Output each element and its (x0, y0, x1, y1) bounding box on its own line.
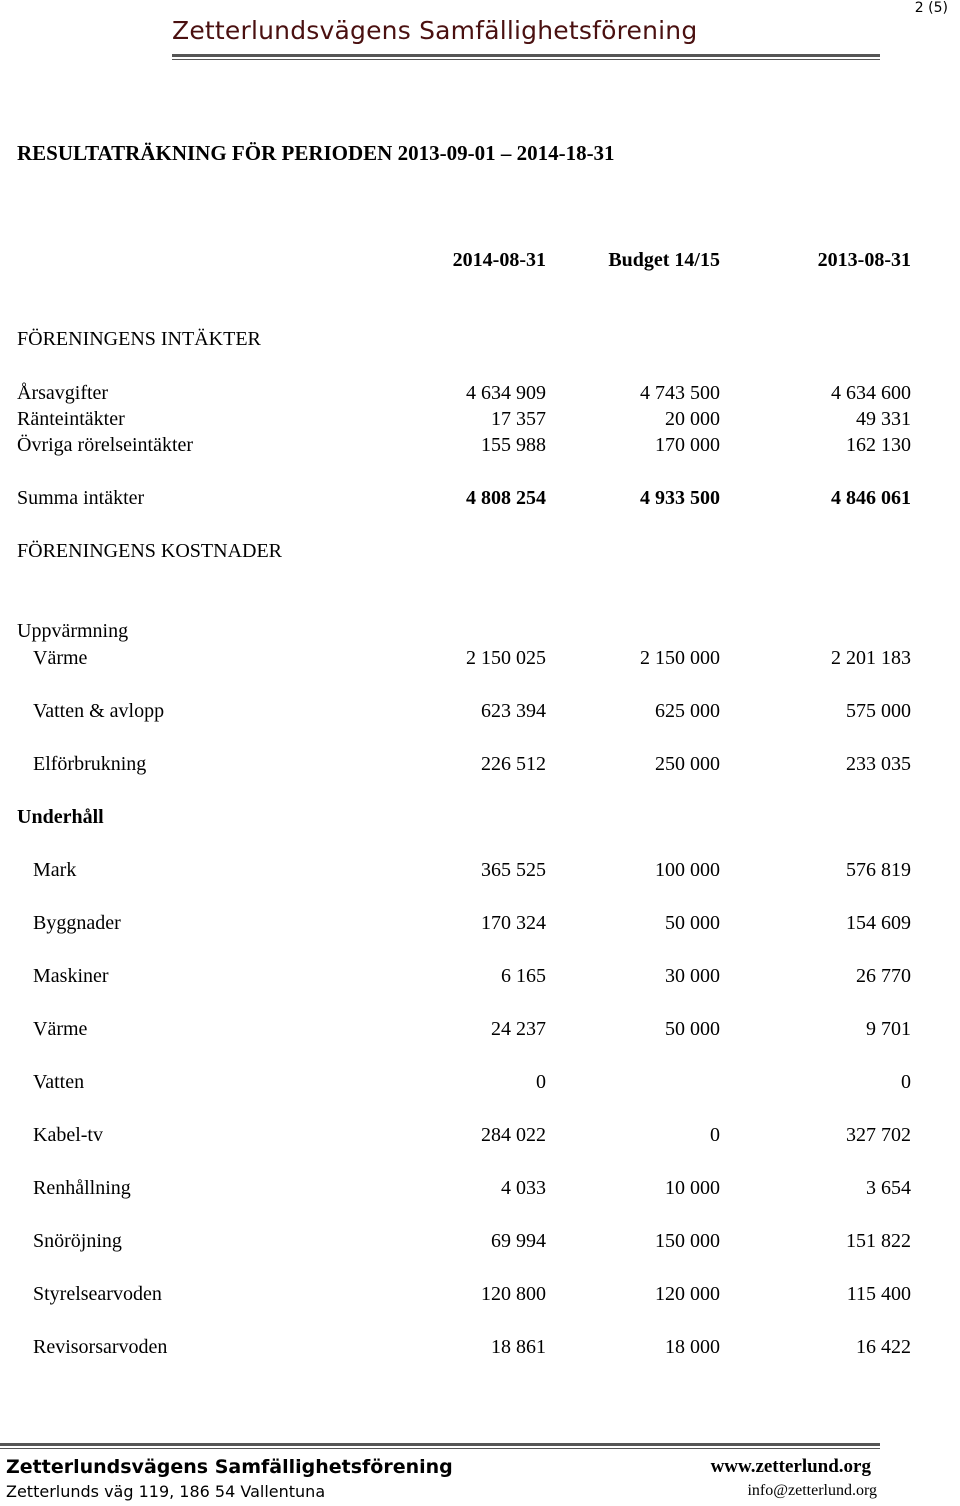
row-label: Värme (33, 647, 88, 669)
row-value-2013: 4 846 061 (831, 487, 911, 509)
maintenance-heading: Underhåll (17, 806, 104, 828)
row-label: Renhållning (33, 1177, 131, 1199)
row-label: Elförbrukning (33, 753, 147, 775)
heating-heading: Uppvärmning (17, 620, 129, 642)
table-row (0, 910, 960, 936)
row-value-budget: 20 000 (665, 408, 720, 430)
row-value-2014: 6 165 (501, 965, 546, 987)
row-value-budget: 2 150 000 (640, 647, 720, 669)
row-label: Övriga rörelseintäkter (17, 434, 194, 456)
row-value-2013: 327 702 (846, 1124, 911, 1146)
row-value-2013: 162 130 (846, 434, 911, 456)
row-value-2014: 226 512 (481, 753, 546, 775)
heating-heading-row (0, 618, 960, 644)
row-label: Vatten (33, 1071, 85, 1093)
row-value-2014: 120 800 (481, 1283, 546, 1305)
row-value-2014: 4 634 909 (466, 382, 546, 404)
table-row (0, 1281, 960, 1307)
header-title: Zetterlundsvägens Samfällighetsförening (172, 16, 698, 45)
row-value-2014: 4 033 (501, 1177, 546, 1199)
row-value-2013: 49 331 (856, 408, 911, 430)
row-value-budget: 18 000 (665, 1336, 720, 1358)
row-value-2014: 155 988 (481, 434, 546, 456)
row-value-budget: 50 000 (665, 912, 720, 934)
page-number: 2 (5) (914, 0, 948, 16)
maintenance-heading-row (0, 804, 960, 830)
row-value-budget: 100 000 (655, 859, 720, 881)
row-value-2014: 2 150 025 (466, 647, 546, 669)
table-row (0, 857, 960, 883)
table-row (0, 645, 960, 671)
row-value-2013: 575 000 (846, 700, 911, 722)
row-label: Mark (33, 859, 77, 881)
row-value-budget: 170 000 (655, 434, 720, 456)
table-row (0, 432, 960, 458)
row-value-2013: 233 035 (846, 753, 911, 775)
income-total-row (0, 485, 960, 511)
costs-heading-row (0, 538, 960, 564)
row-label: Summa intäkter (17, 487, 145, 509)
footer-address: Zetterlunds väg 119, 186 54 Vallentuna (6, 1482, 326, 1501)
footer-association-name: Zetterlundsvägens Samfällighetsförening (6, 1456, 453, 1478)
row-label: Snöröjning (33, 1230, 122, 1252)
table-row (0, 963, 960, 989)
row-label: Styrelsearvoden (33, 1283, 162, 1305)
row-value-budget: 50 000 (665, 1018, 720, 1040)
row-value-2013: 154 609 (846, 912, 911, 934)
row-label: Maskiner (33, 965, 109, 987)
row-label: Kabel-tv (33, 1124, 103, 1146)
row-value-budget: 120 000 (655, 1283, 720, 1305)
row-value-2014: 24 237 (491, 1018, 546, 1040)
row-value-budget: 4 933 500 (640, 487, 720, 509)
footer-email-link[interactable]: info@zetterlund.org (747, 1482, 877, 1499)
table-row (0, 380, 960, 406)
row-value-2013: 2 201 183 (831, 647, 911, 669)
footer-website-link[interactable]: www.zetterlund.org (710, 1456, 871, 1477)
row-value-budget: 150 000 (655, 1230, 720, 1252)
column-header-2014: 2014-08-31 (452, 249, 546, 271)
row-label: Ränteintäkter (17, 408, 125, 430)
row-value-2013: 0 (901, 1071, 911, 1093)
table-row (0, 406, 960, 432)
table-row (0, 751, 960, 777)
row-label: Årsavgifter (17, 382, 109, 404)
row-value-2014: 623 394 (481, 700, 546, 722)
table-row (0, 1069, 960, 1095)
footer-divider (0, 1443, 880, 1449)
row-value-2013: 576 819 (846, 859, 911, 881)
row-value-2013: 115 400 (846, 1283, 911, 1305)
row-value-2013: 151 822 (846, 1230, 911, 1252)
row-value-budget: 4 743 500 (640, 382, 720, 404)
row-label: Värme (33, 1018, 88, 1040)
row-value-2013: 9 701 (866, 1018, 911, 1040)
header-divider (172, 54, 880, 60)
column-header-row (0, 247, 960, 273)
column-header-2013: 2013-08-31 (817, 249, 911, 271)
row-value-budget: 250 000 (655, 753, 720, 775)
row-value-2014: 170 324 (481, 912, 546, 934)
row-value-2014: 18 861 (491, 1336, 546, 1358)
row-value-budget: 30 000 (665, 965, 720, 987)
row-value-2013: 26 770 (856, 965, 911, 987)
table-row (0, 698, 960, 724)
row-value-2014: 0 (536, 1071, 546, 1093)
document-title: RESULTATRÄKNING FÖR PERIODEN 2013-09-01 – 2014-18-31 (17, 141, 615, 165)
table-row (0, 1228, 960, 1254)
income-heading-row (0, 326, 960, 352)
row-label: Revisorsarvoden (33, 1336, 168, 1358)
row-value-2013: 16 422 (856, 1336, 911, 1358)
row-value-2014: 69 994 (491, 1230, 546, 1252)
row-label: Byggnader (33, 912, 121, 934)
row-value-2014: 365 525 (481, 859, 546, 881)
table-row (0, 1016, 960, 1042)
row-value-budget: 625 000 (655, 700, 720, 722)
table-row (0, 1122, 960, 1148)
income-heading: FÖRENINGENS INTÄKTER (17, 328, 261, 350)
table-row (0, 1175, 960, 1201)
row-value-2014: 284 022 (481, 1124, 546, 1146)
row-value-2014: 4 808 254 (466, 487, 546, 509)
column-header-budget: Budget 14/15 (608, 249, 720, 271)
row-value-budget: 0 (710, 1124, 720, 1146)
row-value-budget: 10 000 (665, 1177, 720, 1199)
row-value-2013: 3 654 (866, 1177, 911, 1199)
row-label: Vatten & avlopp (33, 700, 165, 722)
row-value-2014: 17 357 (491, 408, 546, 430)
costs-heading: FÖRENINGENS KOSTNADER (17, 540, 283, 562)
row-value-2013: 4 634 600 (831, 382, 911, 404)
table-row (0, 1334, 960, 1360)
